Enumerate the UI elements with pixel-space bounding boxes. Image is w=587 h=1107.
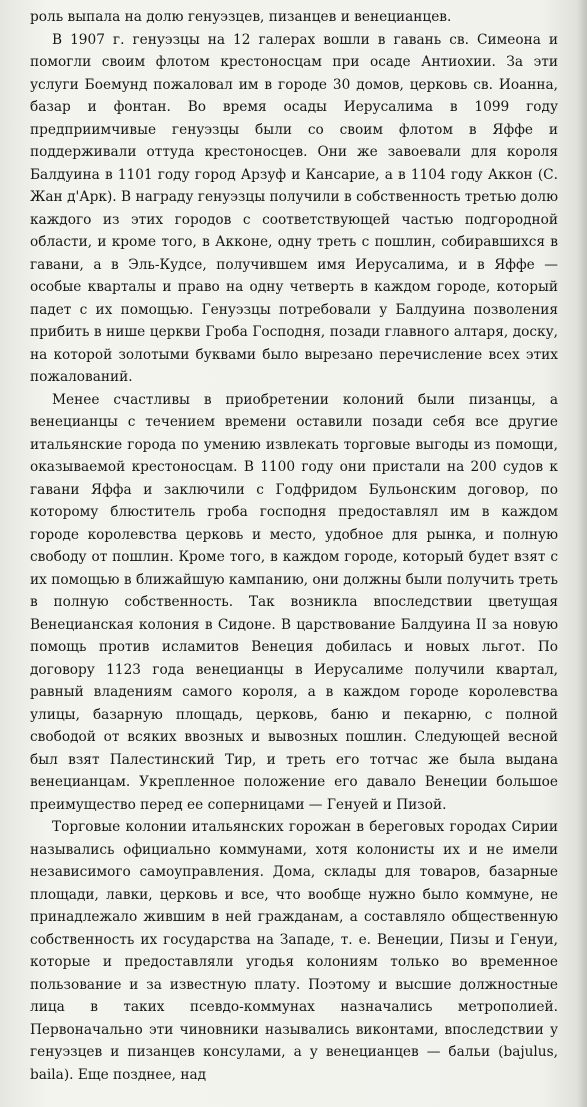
paragraph-continuation: роль выпала на долю генуэзцев, пизанцев и венецианцев. (30, 9, 452, 25)
paragraph-genoese: В 1907 г. генуэзцы на 12 галерах вошли в гавань св. Симеона и помогли своим флотом крестоносцам при осаде Антиохии. За эти услуги Боемунд пожаловал им в городе 30 домов, церковь св. Иоанна, базар и фонтан. Во время осады Иерусалима в 1099 году предприимчивые генуэзцы были со своим флотом в Яффе и поддерживали оттуда крестоносцев. Они же завоевали для короля Балдуина в 1101 году город Арзуф и Кансарие, а в 1104 году Аккон (С. Жан д'Арк). В награду генуэзцы получили в собственность третью долю каждого из этих городов с соответствующей частью подгородной области, и кроме того, в Акконе, одну треть с пошлин, собиравшихся в гавани, а в Эль-Кудсе, получившем имя Иерусалима, и в Яффе — особые кварталы и право на одну четверть в каждом городе, который падет с их помощью. Генуэзцы потребовали у Балдуина позволения прибить в нише церкви Гроба Господня, позади главного алтаря, доску, на которой золотыми буквами было вырезано перечисление всех этих пожалований. (30, 31, 558, 385)
paragraph-pisans-venetians: Менее счастливы в приобретении колоний были пизанцы, а венецианцы с течением времени оставили позади себя все другие итальянские города по умению извлекать торговые выгоды из помощи, оказываемой крестоносцам. В 1100 году они пристали на 200 судов к гавани Яффа и заключили с Годфридом Бульонским договор, по которому блюститель гроба господня предоставлял им в каждом городе королевства церковь и место, удобное для рынка, и полную свободу от пошлин. Кроме того, в каждом городе, который будет взят с их помощью в ближайшую кампанию, они должны были получить треть в полную собственность. Так возникла впоследствии цветущая Венецианская колония в Сидоне. В царствование Балдуина II за новую помощь против исламитов Венеция добилась и новых льгот. По договору 1123 года венецианцы в Иерусалиме получили квартал, равный владениям самого короля, а в каждом городе королевства улицы, базарную площадь, церковь, баню и пекарню, с полной свободой от всяких ввозных и вывозных пошлин. Следующей весной был взят Палестинский Тир, и треть его тотчас же была выдана венецианцам. Укрепленное положение его давало Венеции большое преимущество перед ее соперницами — Генуей и Пизой. (30, 391, 559, 813)
page-edge-shadow (577, 0, 587, 1107)
page-text (30, 6, 558, 1086)
paragraph-trade-colonies: Торговые колонии итальянских горожан в береговых городах Сирии назывались официально коммунами, хотя колонисты их и не имели независимого самоуправления. Дома, склады для товаров, базарные площади, лавки, церковь и все, что вообще нужно было коммуне, не принадлежало жившим в ней гражданам, а составляло общественную собственность их государства на Западе, т. е. Венеции, Пизы и Генуи, которые и предоставляли угодья колониям только во временное пользование и за известную плату. Поэтому и высшие должностные лица в таких псевдо-коммунах назначались метрополией. Первоначально эти чиновники назывались виконтами, впоследствии у генуэзцев и пизанцев консулами, а у венецианцев — бальи (bajulus, baila). Еще позднее, над (30, 819, 558, 1083)
